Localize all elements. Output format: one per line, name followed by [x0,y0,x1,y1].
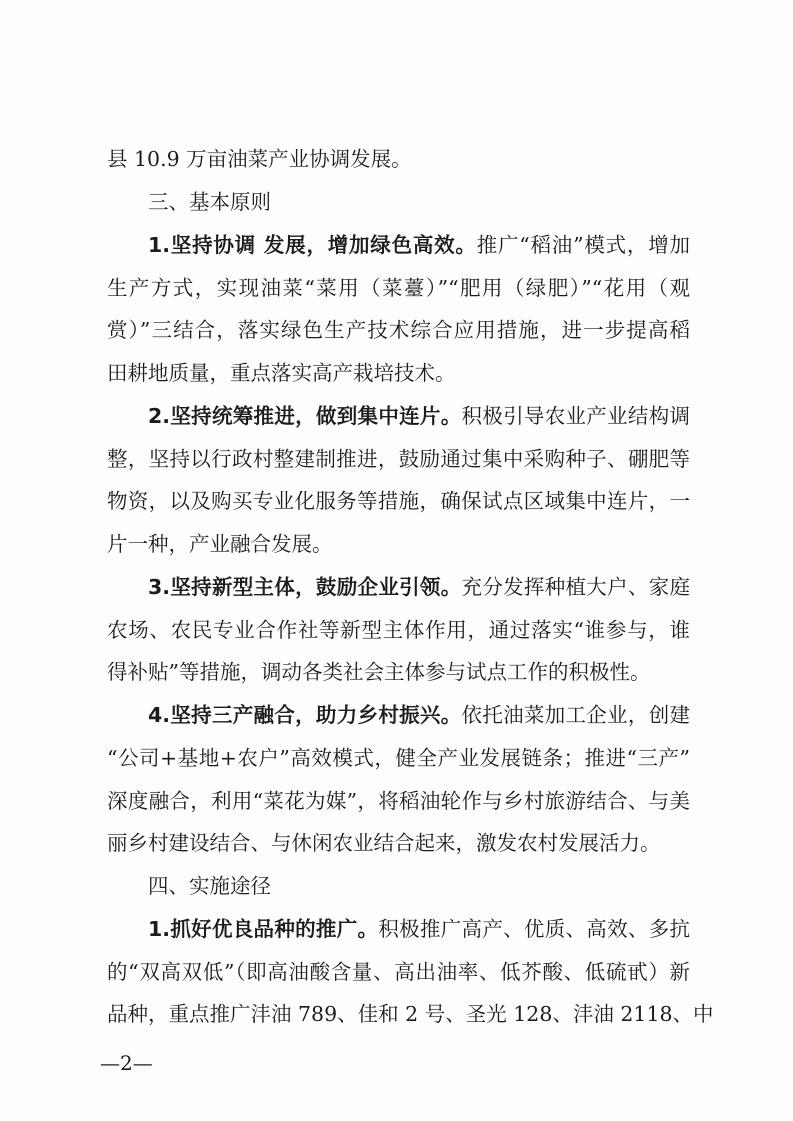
text-line: 生产方式，实现油菜“菜用（菜薹）”“肥用（绿肥）”“花用（观 [107,276,690,300]
text-line: 的“双高双低”（即高油酸含量、高出油率、低芥酸、低硫甙）新 [107,960,690,984]
text-line: 物资，以及购买专业化服务等措施，确保试点区域集中连片，一 [107,489,690,513]
text-line: 县 10.9 万亩油菜产业协调发展。 [107,147,412,171]
paragraph-2-lead: 2.坚持统筹推进，做到集中连片。 [148,404,462,428]
text-line: 田耕地质量，重点落实高产栽培技术。 [107,361,456,385]
paragraph-2-text: 积极引导农业产业结构调 [461,404,690,428]
paragraph-1-text: 推广“稻油”模式，增加 [476,233,690,257]
text-line: “公司+基地+农户”高效模式，健全产业发展链条；推进“三产” [107,746,690,770]
paragraph-5-text: 积极推广高产、优质、高效、多抗 [378,917,690,941]
text-line: 丽乡村建设结合、与休闲农业结合起来，激发农村发展活力。 [107,831,661,855]
paragraph-3-text: 充分发挥种植大户、家庭 [461,575,690,599]
text-line: 赏）”三结合，落实绿色生产技术综合应用措施，进一步提高稻 [107,318,690,342]
page-number: —2— [100,1051,153,1075]
paragraph-3-lead: 3.坚持新型主体，鼓励企业引领。 [148,575,462,599]
paragraph-4-line-1 [148,701,690,729]
paragraph-5-lead: 1.抓好优良品种的推广。 [148,917,379,941]
paragraph-4-lead: 4.坚持三产融合，助力乡村振兴。 [148,703,462,727]
text-line: 整，坚持以行政村整建制推进，鼓励通过集中采购种子、硼肥等 [107,447,690,471]
paragraph-1-line-1 [148,231,690,259]
paragraph-2-line-1 [148,402,690,430]
text-line: 深度融合，利用“菜花为媒”，将稻油轮作与乡村旅游结合、与美 [107,789,690,813]
text-line: 片一种，产业融合发展。 [107,532,333,556]
paragraph-3-line-1 [148,573,690,601]
text-line: 得补贴”等措施，调动各类社会主体参与试点工作的积极性。 [107,660,651,684]
text-line: 品种，重点推广沣油 789、佳和 2 号、圣光 128、沣油 2118、中 [107,1002,714,1026]
paragraph-4-text: 依托油菜加工企业，创建 [461,703,690,727]
section-heading-4: 四、实施途径 [148,874,271,898]
text-line: 农场、农民专业合作社等新型主体作用，通过落实“谁参与，谁 [107,618,690,642]
section-heading-3: 三、基本原则 [148,190,271,214]
paragraph-1-lead: 1.坚持协调 发展，增加绿色高效。 [148,233,477,257]
paragraph-5-line-1 [148,915,690,943]
